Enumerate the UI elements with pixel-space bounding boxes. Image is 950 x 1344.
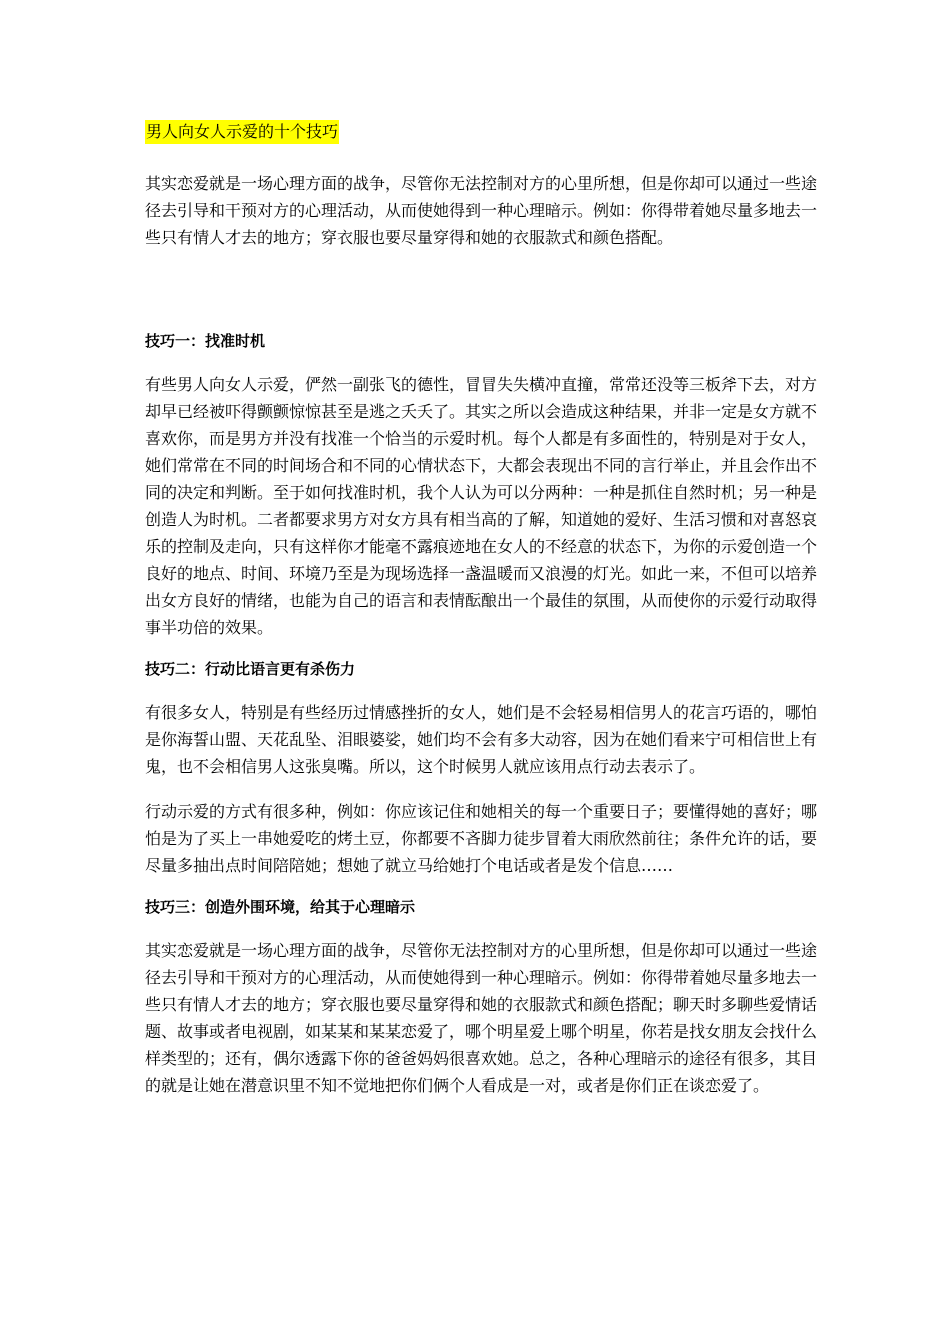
section-3-paragraph-1: 其实恋爱就是一场心理方面的战争，尽管你无法控制对方的心里所想，但是你却可以通过一些途径去引导和干预对方的心理活动，从而使她得到一种心理暗示。例如：你得带着她尽量多地去一些只有情人才去的地方；穿衣服也要尽量穿得和她的衣服款式和颜色搭配；聊天时多聊些爱情话题、故事或者电视剧，如某某和某某恋爱了，哪个明星爱上哪个明星，你若是找女朋友会找什么样类型的；还有，偶尔透露下你的爸爸妈妈很喜欢她。总之，各种心理暗示的途径有很多，其目的就是让她在潜意识里不知不觉地把你们俩个人看成是一对，或者是你们正在谈恋爱了。: [145, 941, 818, 1095]
section-heading-1: 技巧一：找准时机: [145, 332, 266, 350]
document-page: [145, 120, 817, 1099]
document-title: 男人向女人示爱的十个技巧: [145, 120, 339, 144]
section-heading-2: 技巧二：行动比语言更有杀伤力: [145, 660, 356, 678]
section-heading-3: 技巧三：创造外围环境，给其于心理暗示: [145, 898, 416, 916]
section-2-paragraph-1: 有很多女人，特别是有些经历过情感挫折的女人，她们是不会轻易相信男人的花言巧语的，哪怕是你海誓山盟、天花乱坠、泪眼婆娑，她们均不会有多大动容，因为在她们看来宁可相信世上有鬼，也不会相信男人这张臭嘴。所以，这个时候男人就应该用点行动去表示了。: [145, 703, 818, 776]
section-2-paragraph-2: 行动示爱的方式有很多种，例如：你应该记住和她相关的每一个重要日子；要懂得她的喜好；哪怕是为了买上一串她爱吃的烤土豆，你都要不吝脚力徒步冒着大雨欣然前往；条件允许的话，要尽量多抽出点时间陪陪她；想她了就立马给她打个电话或者是发个信息……: [145, 802, 818, 875]
intro-paragraph: 其实恋爱就是一场心理方面的战争，尽管你无法控制对方的心里所想，但是你却可以通过一些途径去引导和干预对方的心理活动，从而使她得到一种心理暗示。例如：你得带着她尽量多地去一些只有情人才去的地方；穿衣服也要尽量穿得和她的衣服款式和颜色搭配。: [145, 174, 818, 247]
section-1-paragraph-1: 有些男人向女人示爱，俨然一副张飞的德性，冒冒失失横冲直撞，常常还没等三板斧下去，对方却早已经被吓得颤颤惊惊甚至是逃之夭夭了。其实之所以会造成这种结果，并非一定是女方就不喜欢你，而是男方并没有找准一个恰当的示爱时机。每个人都是有多面性的，特别是对于女人，她们常常在不同的时间场合和不同的心情状态下，大都会表现出不同的言行举止，并且会作出不同的决定和判断。至于如何找准时机，我个人认为可以分两种：一种是抓住自然时机；另一种是创造人为时机。二者都要求男方对女方具有相当高的了解，知道她的爱好、生活习惯和对喜怒哀乐的控制及走向，只有这样你才能毫不露痕迹地在女人的不经意的状态下，为你的示爱创造一个良好的地点、时间、环境乃至是为现场选择一盏温暖而又浪漫的灯光。如此一来，不但可以培养出女方良好的情绪，也能为自己的语言和表情酝酿出一个最佳的氛围，从而使你的示爱行动取得事半功倍的效果。: [145, 375, 818, 637]
